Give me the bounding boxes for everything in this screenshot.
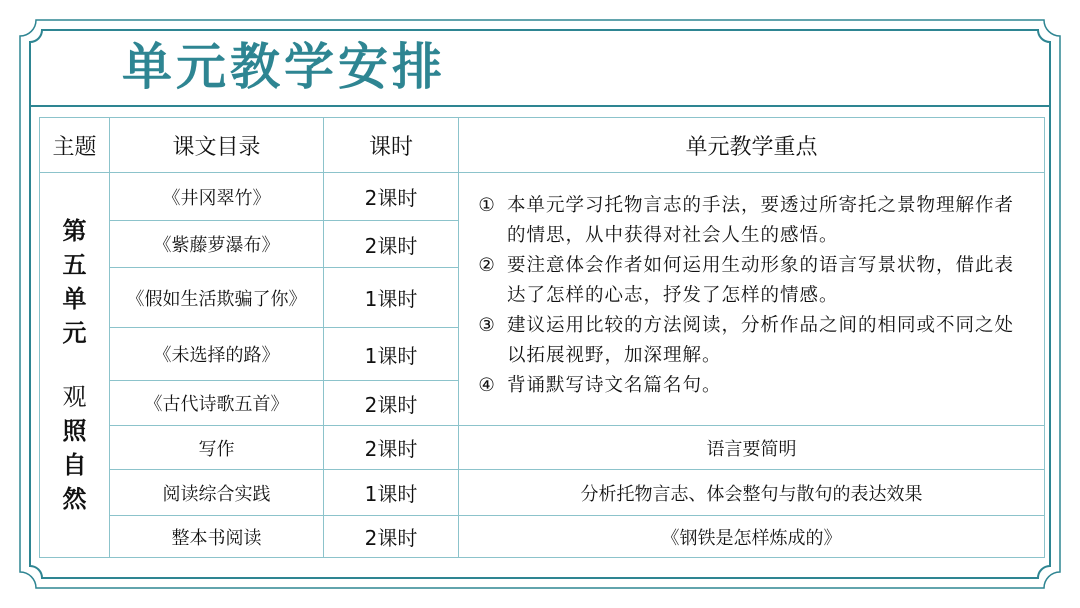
focus-item [467,191,1032,251]
lesson-title: 《假如生活欺骗了你》 [110,268,324,328]
focus-item [467,311,1032,371]
lesson-focus: 《钢铁是怎样炼成的》 [459,516,1045,558]
focus-item [467,251,1032,311]
focus-number: ③ [478,315,496,336]
header-hours: 课时 [324,118,459,173]
unit-schedule-table [39,117,1045,558]
table-row [40,426,1045,470]
lesson-title: 《未选择的路》 [110,328,324,381]
lesson-hours: 2课时 [324,381,459,426]
lesson-title: 《古代诗歌五首》 [110,381,324,426]
table-row [40,173,1045,221]
table-row [40,470,1045,516]
focus-number: ④ [478,375,496,396]
theme-name-char: 观 [62,383,87,411]
lesson-title: 阅读综合实践 [110,470,324,516]
focus-number: ② [478,255,496,276]
lesson-title: 整本书阅读 [110,516,324,558]
theme-name-char: 然 [62,484,87,513]
focus-item [467,371,1032,401]
focus-text: 要注意体会作者如何运用生动形象的语言写景状物，借此表达了怎样的心志，抒发了怎样的情感。 [507,255,1015,306]
theme-name-char: 照 [62,416,87,445]
theme-unit-char: 五 [62,250,87,279]
lesson-hours: 1课时 [324,268,459,328]
header-catalog: 课文目录 [110,118,324,173]
theme-unit-char: 单 [62,284,87,313]
lesson-hours: 2课时 [324,221,459,268]
theme-unit-char: 元 [62,318,87,347]
lesson-title: 写作 [110,426,324,470]
theme-name-char: 自 [62,450,87,479]
lesson-hours: 1课时 [324,470,459,516]
lesson-hours: 2课时 [324,516,459,558]
lesson-title: 《紫藤萝瀑布》 [110,221,324,268]
header-focus: 单元教学重点 [459,118,1045,173]
page-title: 单元教学安排 [122,38,446,96]
lesson-focus: 分析托物言志、体会整句与散句的表达效果 [459,470,1045,516]
lesson-hours: 2课时 [324,173,459,221]
lesson-title: 《井冈翠竹》 [110,173,324,221]
table-header-row [40,118,1045,173]
theme-cell [40,173,110,558]
focus-number: ① [478,195,496,216]
focus-text: 建议运用比较的方法阅读，分析作品之间的相同或不同之处以拓展视野，加深理解。 [507,315,1015,366]
lesson-hours: 1课时 [324,328,459,381]
table-row [40,516,1045,558]
focus-points-cell [459,173,1045,426]
header-theme: 主题 [40,118,110,173]
lesson-hours: 2课时 [324,426,459,470]
theme-unit-char: 第 [62,216,87,245]
lesson-focus: 语言要简明 [459,426,1045,470]
focus-text: 本单元学习托物言志的手法，要透过所寄托之景物理解作者的情思，从中获得对社会人生的感悟。 [507,195,1015,246]
focus-text: 背诵默写诗文名篇名句。 [507,375,722,396]
